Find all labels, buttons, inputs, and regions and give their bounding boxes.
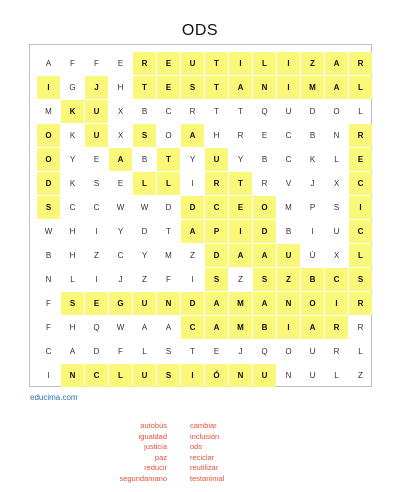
word-list	[0, 421, 400, 486]
grid-cell[interactable]: G	[69, 83, 76, 92]
grid-cell[interactable]: E	[261, 131, 268, 140]
grid-cell[interactable]: L	[334, 155, 339, 164]
grid-cell[interactable]: F	[46, 323, 51, 332]
grid-cell[interactable]: F	[118, 347, 123, 356]
grid-cell[interactable]: C	[69, 203, 76, 212]
grid-cell[interactable]: A	[301, 316, 324, 339]
grid-cell[interactable]: H	[69, 251, 76, 260]
grid-cell[interactable]: T	[229, 172, 252, 195]
grid-cell[interactable]: R	[325, 316, 348, 339]
grid-cell[interactable]: B	[253, 316, 276, 339]
word-item: paz	[154, 452, 167, 462]
grid-cell[interactable]: U	[205, 148, 228, 171]
grid-cell[interactable]: C	[285, 155, 292, 164]
grid-cell[interactable]: L	[133, 172, 156, 195]
word-item: cambiar	[190, 421, 217, 430]
page-title: ODS	[181, 22, 219, 39]
grid-cell[interactable]: O	[253, 196, 276, 219]
grid-cell[interactable]: G	[109, 292, 132, 315]
grid-cell[interactable]: I	[191, 179, 194, 188]
grid-cell[interactable]: Q	[93, 323, 100, 332]
grid-cell[interactable]: I	[191, 275, 194, 284]
grid-cell[interactable]: U	[285, 107, 292, 116]
grid-cell[interactable]: R	[333, 347, 340, 356]
grid-cell[interactable]: I	[47, 371, 50, 380]
grid-cell[interactable]: A	[69, 347, 76, 356]
grid-cell[interactable]: S	[165, 347, 172, 356]
grid-cell[interactable]: W	[116, 323, 125, 332]
word-list-left	[119, 421, 167, 484]
grid-cell[interactable]: D	[165, 203, 172, 212]
grid-cell[interactable]: A	[205, 292, 228, 315]
word-item: segundamano	[119, 473, 167, 483]
grid-cell[interactable]: A	[325, 52, 348, 75]
word-list-right	[190, 421, 224, 484]
grid-cell[interactable]: N	[277, 292, 300, 315]
grid-cell[interactable]: W	[116, 203, 125, 212]
grid-cell[interactable]: B	[141, 155, 148, 164]
word-item: reutilizar	[190, 463, 219, 472]
grid-cell[interactable]: W	[44, 227, 53, 236]
grid-cell[interactable]: I	[311, 227, 314, 236]
grid-cell[interactable]: H	[213, 131, 220, 140]
grid-cell[interactable]: L	[358, 107, 363, 116]
grid-cell[interactable]: A	[45, 59, 52, 68]
grid-cell[interactable]: C	[349, 220, 372, 243]
grid-cell[interactable]: N	[253, 76, 276, 99]
grid-cell[interactable]: I	[277, 52, 300, 75]
grid-cell[interactable]: D	[37, 172, 60, 195]
grid-cell[interactable]: P	[205, 220, 228, 243]
grid-cell[interactable]: Y	[117, 227, 124, 236]
grid-cell[interactable]: O	[37, 148, 60, 171]
word-item: reducir	[144, 463, 167, 472]
grid-cell[interactable]: I	[325, 292, 348, 315]
grid-cell[interactable]: I	[229, 52, 252, 75]
grid-cell[interactable]: E	[349, 148, 372, 171]
grid-cell[interactable]: R	[349, 124, 372, 147]
grid-cell[interactable]: A	[181, 220, 204, 243]
grid-cell[interactable]: V	[285, 179, 292, 188]
grid-cell[interactable]: R	[261, 179, 268, 188]
grid-cell[interactable]: A	[205, 316, 228, 339]
grid-cell[interactable]: H	[117, 83, 124, 92]
grid-cell[interactable]: L	[253, 52, 276, 75]
grid-cell[interactable]: U	[277, 244, 300, 267]
grid-cell[interactable]: C	[85, 364, 108, 387]
grid-cell[interactable]: J	[118, 275, 123, 284]
grid-cell[interactable]: U	[133, 292, 156, 315]
grid-cell[interactable]: J	[85, 76, 108, 99]
grid-cell[interactable]: Q	[261, 107, 268, 116]
grid-cell[interactable]: O	[333, 107, 340, 116]
grid-cell[interactable]: O	[165, 131, 172, 140]
grid-cell[interactable]: R	[205, 172, 228, 195]
grid-cell[interactable]: D	[253, 220, 276, 243]
grid-cell[interactable]: A	[109, 148, 132, 171]
word-item: reciclar	[190, 452, 215, 462]
grid-cell[interactable]: U	[333, 227, 340, 236]
grid-cell[interactable]: L	[142, 347, 147, 356]
grid-cell[interactable]: S	[61, 292, 84, 315]
grid-cell[interactable]: Z	[94, 251, 99, 260]
grid-cell[interactable]: U	[133, 364, 156, 387]
grid-cell[interactable]: M	[165, 251, 172, 260]
grid-cell[interactable]: Z	[277, 268, 300, 291]
grid-cell[interactable]: X	[117, 131, 124, 140]
grid-cell[interactable]: A	[253, 244, 276, 267]
grid-cell[interactable]: Y	[141, 251, 148, 260]
grid-cell[interactable]: L	[70, 275, 75, 284]
grid-cell[interactable]: R	[189, 107, 196, 116]
grid-cell[interactable]: X	[333, 251, 340, 260]
grid-cell[interactable]: S	[181, 76, 204, 99]
grid-cell[interactable]: R	[133, 52, 156, 75]
grid-cell[interactable]: F	[166, 275, 171, 284]
grid-cell[interactable]: I	[277, 76, 300, 99]
grid-cell[interactable]: N	[285, 371, 292, 380]
grid-cell[interactable]: C	[93, 203, 100, 212]
grid-cell[interactable]: A	[229, 244, 252, 267]
grid-cell[interactable]: L	[334, 371, 339, 380]
grid-cell[interactable]: N	[157, 292, 180, 315]
grid-cell[interactable]: E	[157, 76, 180, 99]
grid-cell[interactable]: C	[349, 172, 372, 195]
grid-cell[interactable]: N	[45, 275, 52, 284]
grid-cell[interactable]: J	[310, 179, 315, 188]
grid-cell[interactable]: U	[309, 371, 316, 380]
grid-cell[interactable]: R	[357, 323, 364, 332]
grid-cell[interactable]: Z	[301, 52, 324, 75]
grid-cell[interactable]: T	[133, 76, 156, 99]
grid-cell[interactable]: I	[181, 364, 204, 387]
grid-cell[interactable]: E	[117, 59, 124, 68]
grid-cell[interactable]: E	[157, 52, 180, 75]
grid-cell[interactable]: I	[95, 275, 98, 284]
grid-cell[interactable]: M	[229, 292, 252, 315]
grid-cell[interactable]: S	[333, 203, 340, 212]
grid-cell[interactable]: Y	[237, 155, 244, 164]
grid-cell[interactable]: E	[85, 292, 108, 315]
grid-cell[interactable]: I	[229, 220, 252, 243]
word-item: ods	[190, 442, 203, 451]
grid-cell[interactable]: Q	[261, 347, 268, 356]
grid-cell[interactable]: E	[93, 155, 100, 164]
grid-cell[interactable]: E	[213, 347, 220, 356]
grid-cell[interactable]: B	[285, 227, 292, 236]
grid-cell[interactable]: S	[205, 268, 228, 291]
grid-cell[interactable]: K	[69, 131, 76, 140]
grid-cell[interactable]: T	[214, 107, 219, 116]
grid-cell[interactable]: U	[85, 124, 108, 147]
grid-cell[interactable]: I	[95, 227, 98, 236]
grid-cell[interactable]: U	[85, 100, 108, 123]
grid-cell[interactable]: T	[190, 347, 195, 356]
grid-cell[interactable]: Y	[69, 155, 76, 164]
grid-cell[interactable]: U	[309, 347, 316, 356]
grid-cell[interactable]: D	[181, 292, 204, 315]
grid-cell[interactable]: C	[45, 347, 52, 356]
grid-cell[interactable]: N	[61, 364, 84, 387]
grid-cell[interactable]: N	[229, 364, 252, 387]
grid-cell[interactable]: N	[333, 131, 340, 140]
grid-cell[interactable]: I	[37, 76, 60, 99]
grid-cell[interactable]: S	[37, 196, 60, 219]
letter-grid	[37, 52, 372, 387]
grid-cell[interactable]: R	[349, 292, 372, 315]
grid-cell[interactable]: M	[229, 316, 252, 339]
grid-cell[interactable]: A	[181, 124, 204, 147]
grid-cell[interactable]: B	[309, 131, 316, 140]
grid-cell[interactable]: L	[349, 76, 372, 99]
grid-cell[interactable]: M	[45, 107, 52, 116]
grid-cell[interactable]: Y	[189, 155, 196, 164]
word-item: justicia	[144, 442, 167, 451]
grid-cell[interactable]: X	[117, 107, 124, 116]
grid-cell[interactable]: M	[301, 76, 324, 99]
grid-cell[interactable]: B	[301, 268, 324, 291]
grid-cell[interactable]: F	[70, 59, 75, 68]
grid-cell[interactable]: T	[205, 52, 228, 75]
grid-cell[interactable]: H	[69, 323, 76, 332]
grid-cell[interactable]: T	[238, 107, 243, 116]
grid-cell[interactable]: K	[61, 100, 84, 123]
grid-cell[interactable]: S	[133, 124, 156, 147]
grid-cell[interactable]: R	[237, 131, 244, 140]
grid-cell[interactable]: U	[253, 364, 276, 387]
word-search-panel	[29, 44, 372, 387]
grid-cell[interactable]: L	[358, 347, 363, 356]
grid-cell[interactable]: F	[94, 59, 99, 68]
grid-cell[interactable]: B	[261, 155, 268, 164]
grid-cell[interactable]: C	[205, 196, 228, 219]
grid-cell[interactable]: A	[325, 76, 348, 99]
grid-cell[interactable]: O	[285, 347, 292, 356]
grid-cell[interactable]: D	[93, 347, 100, 356]
word-item: autobús	[140, 421, 167, 430]
grid-cell[interactable]: E	[117, 179, 124, 188]
word-item: testanimal	[190, 473, 225, 483]
grid-cell[interactable]: D	[181, 196, 204, 219]
grid-cell[interactable]: S	[157, 364, 180, 387]
grid-cell[interactable]: D	[141, 227, 148, 236]
word-item: igualdad	[138, 431, 167, 441]
grid-cell[interactable]: Z	[358, 371, 363, 380]
site-link[interactable]: educima.com	[30, 393, 78, 402]
grid-cell[interactable]: H	[69, 227, 76, 236]
grid-cell[interactable]: W	[140, 203, 149, 212]
grid-cell[interactable]: T	[166, 227, 171, 236]
grid-cell[interactable]: F	[46, 299, 51, 308]
grid-cell[interactable]: O	[301, 292, 324, 315]
grid-cell[interactable]: L	[109, 364, 132, 387]
grid-cell[interactable]: K	[309, 155, 316, 164]
grid-cell[interactable]: T	[157, 148, 180, 171]
grid-cell[interactable]: R	[349, 52, 372, 75]
grid-cell[interactable]: I	[277, 316, 300, 339]
word-item: inclusión	[190, 431, 220, 441]
grid-cell[interactable]: Z	[238, 275, 243, 284]
grid-cell[interactable]: B	[141, 107, 148, 116]
grid-cell[interactable]: K	[69, 179, 76, 188]
grid-cell[interactable]: E	[229, 196, 252, 219]
grid-cell[interactable]: L	[349, 244, 372, 267]
grid-cell[interactable]: C	[117, 251, 124, 260]
grid-cell[interactable]: S	[93, 179, 100, 188]
grid-cell[interactable]: S	[253, 268, 276, 291]
grid-cell[interactable]: Ó	[205, 364, 228, 387]
grid-cell[interactable]: D	[205, 244, 228, 267]
grid-cell[interactable]: X	[333, 179, 340, 188]
grid-cell[interactable]: O	[37, 124, 60, 147]
grid-cell[interactable]: A	[253, 292, 276, 315]
grid-cell[interactable]: B	[45, 251, 52, 260]
grid-cell[interactable]: P	[309, 203, 316, 212]
grid-cell[interactable]: S	[349, 268, 372, 291]
grid-cell[interactable]: L	[157, 172, 180, 195]
grid-cell[interactable]: U	[181, 52, 204, 75]
grid-cell[interactable]: C	[181, 316, 204, 339]
grid-cell[interactable]: M	[285, 203, 292, 212]
grid-cell[interactable]: Z	[142, 275, 147, 284]
grid-cell[interactable]: A	[165, 323, 172, 332]
grid-cell[interactable]: C	[165, 107, 172, 116]
grid-cell[interactable]: Z	[190, 251, 195, 260]
grid-cell[interactable]: Ú	[309, 251, 316, 260]
grid-cell[interactable]: D	[309, 107, 316, 116]
grid-cell[interactable]: A	[229, 76, 252, 99]
grid-cell[interactable]: A	[141, 323, 148, 332]
grid-cell[interactable]: J	[238, 347, 243, 356]
grid-cell[interactable]: T	[205, 76, 228, 99]
grid-cell[interactable]: C	[325, 268, 348, 291]
grid-cell[interactable]: C	[285, 131, 292, 140]
grid-cell[interactable]: I	[349, 196, 372, 219]
